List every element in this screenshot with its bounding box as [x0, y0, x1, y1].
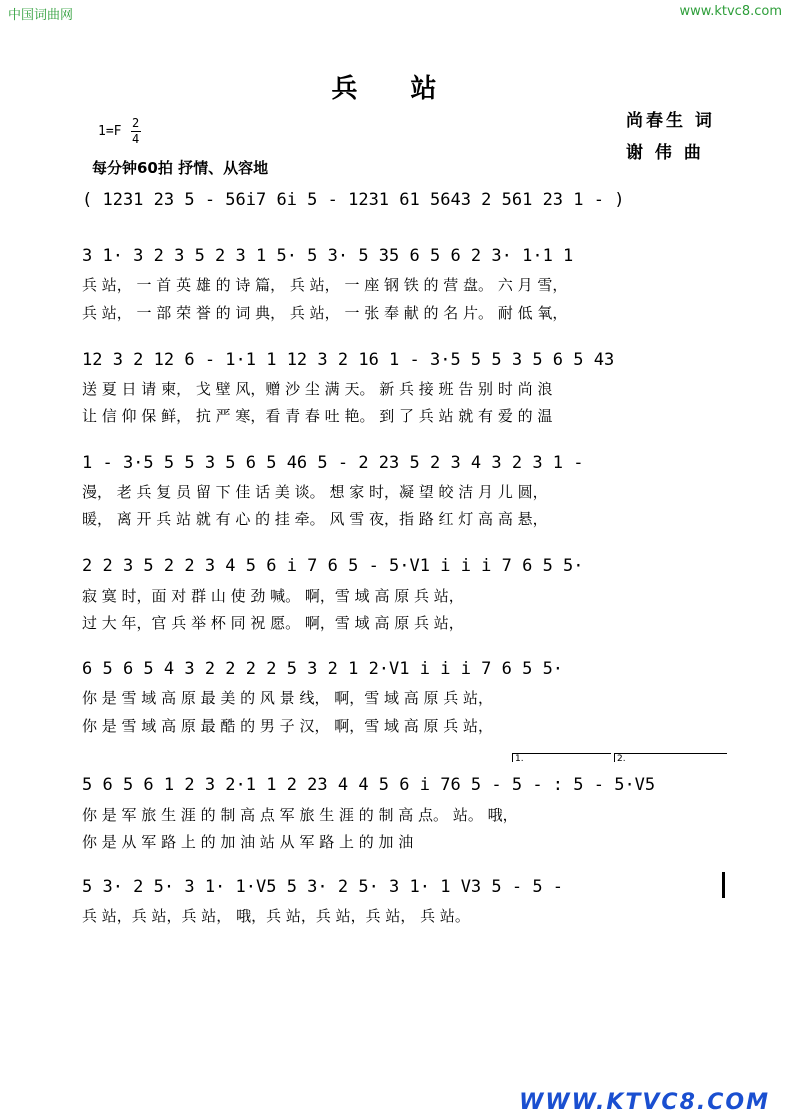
volta-number-2: 2. [617, 754, 626, 764]
lyric-coda: 兵 站，兵 站，兵 站， 哦，兵 站，兵 站，兵 站， 兵 站。 [82, 907, 470, 925]
watermark: WWW.KTVC8.COM [519, 1090, 770, 1115]
lyric-verse-1: 漫， 老 兵 复 员 留 下 佳 话 美 谈。 想 家 时，凝 望 皎 洁 月 儿 圆， [82, 483, 548, 501]
notation-line-coda: 5 3· 2 5· 3 1· 1·V5 5 3· 2 5· 3 1· 1 V3 5 - 5 - [82, 877, 564, 897]
lyric-verse-1: 你 是 军 旅 生 涯 的 制 高 点 军 旅 生 涯 的 制 高 点。 站。 哦， [82, 806, 518, 824]
tempo-marking: 每分钟60拍 抒情、从容地 [92, 159, 269, 177]
notation-line: 3 1· 3 2 3 5 2 3 1 5· 5 3· 5 35 6 5 6 2 3· 1·1 1 [82, 246, 574, 266]
notation-line: 12 3 2 12 6 - 1·1 1 12 3 2 16 1 - 3·5 5 5 3 5 6 5 43 [82, 350, 615, 370]
lyric-verse-2: 你 是 雪 域 高 原 最 酷 的 男 子 汉， 啊，雪 域 高 原 兵 站， [82, 717, 494, 735]
notation-line-intro: ( 1231 23 5 - 56i7 6i 5 - 1231 61 5643 2 561 23 1 - ) [82, 190, 625, 210]
song-title: 兵 站 [331, 74, 459, 104]
lyric-verse-2: 兵 站， 一 部 荣 誉 的 词 典， 兵 站， 一 张 奉 献 的 名 片。 耐 低 氧， [82, 304, 568, 322]
lyric-verse-1: 送 夏 日 请 柬， 戈 壁 风，赠 沙 尘 满 天。 新 兵 接 班 告 别 时 尚 浪 [82, 380, 553, 398]
notation-line: 2 2 3 5 2 2 3 4 5 6 i 7 6 5 - 5·V1 i i i 7 6 5 5· [82, 556, 584, 576]
site-url: www.ktvc8.com [679, 4, 782, 19]
lyric-verse-1: 兵 站， 一 首 英 雄 的 诗 篇， 兵 站， 一 座 钢 铁 的 营 盘。 六 月 雪， [82, 276, 568, 294]
lyricist-credit: 尚春生 词 [626, 111, 715, 131]
lyric-verse-2: 暖， 离 开 兵 站 就 有 心 的 挂 牵。 风 雪 夜，指 路 红 灯 高 高 悬， [82, 510, 548, 528]
lyric-verse-2: 你 是 从 军 路 上 的 加 油 站 从 军 路 上 的 加 油 [82, 833, 414, 851]
notation-line: 1 - 3·5 5 5 3 5 6 5 46 5 - 2 23 5 2 3 4 3 2 3 1 - [82, 453, 584, 473]
lyric-verse-2: 让 信 仰 保 鲜， 抗 严 寒，看 青 春 吐 艳。 到 了 兵 站 就 有 爱 的 温 [82, 407, 553, 425]
volta-bracket-2 [614, 753, 727, 762]
lyric-verse-1: 你 是 雪 域 高 原 最 美 的 风 景 线， 啊，雪 域 高 原 兵 站， [82, 689, 494, 707]
time-signature-bottom: 4 [132, 132, 140, 146]
notation-line: 6 5 6 5 4 3 2 2 2 2 5 3 2 1 2·V1 i i i 7 6 5 5· [82, 659, 564, 679]
time-signature-top: 2 [132, 116, 140, 130]
lyric-verse-1: 寂 寞 时，面 对 群 山 使 劲 喊。 啊，雪 域 高 原 兵 站， [82, 587, 464, 605]
volta-number-1: 1. [515, 754, 524, 764]
lyric-verse-2: 过 大 年，官 兵 举 杯 同 祝 愿。 啊，雪 域 高 原 兵 站， [82, 614, 464, 632]
site-name: 中国词曲网 [8, 8, 74, 23]
composer-credit: 谢 伟 曲 [626, 143, 704, 163]
notation-line: 5 6 5 6 1 2 3 2·1 1 2 23 4 4 5 6 i 76 5 - 5 - : 5 - 5·V5 [82, 775, 656, 795]
final-barline [722, 872, 725, 898]
key-signature: 1=F [98, 124, 122, 139]
volta-bracket-1 [512, 753, 611, 762]
